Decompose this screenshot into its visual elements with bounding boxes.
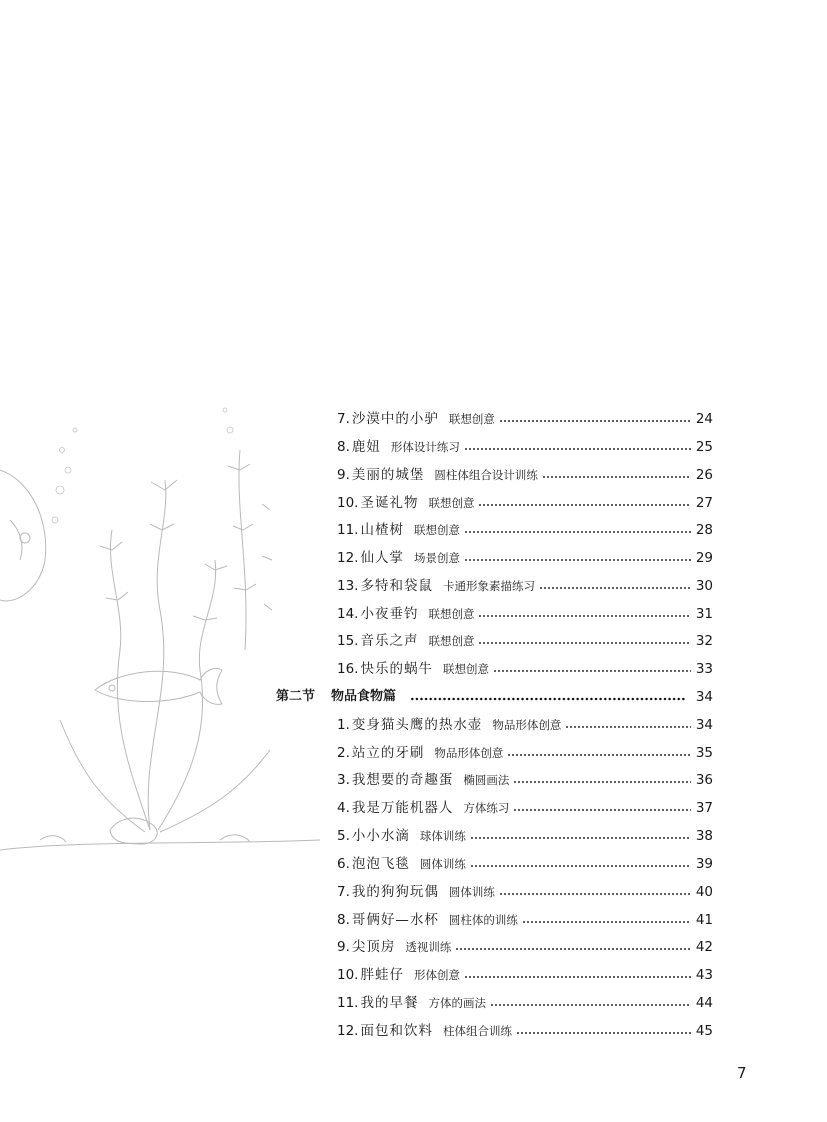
entry-number: 5. xyxy=(337,828,350,844)
entry-topic: 联想创意 xyxy=(442,662,489,676)
entry-number: 15. xyxy=(337,633,359,649)
entry-page: 41 xyxy=(695,912,713,928)
entry-title: 站立的牙刷 xyxy=(351,745,425,761)
entry-page: 27 xyxy=(695,495,713,511)
entry-number: 1. xyxy=(337,717,350,733)
dot-leader xyxy=(490,1002,691,1008)
toc-entry[interactable] xyxy=(337,743,713,763)
entry-title: 我的狗狗玩偶 xyxy=(351,884,439,900)
entry-title: 小小水滴 xyxy=(351,828,410,844)
entry-page: 45 xyxy=(695,1023,713,1039)
dot-leader xyxy=(542,474,691,480)
entry-number: 4. xyxy=(337,800,350,816)
entry-page: 40 xyxy=(695,884,713,900)
dot-leader xyxy=(464,529,691,535)
entry-number: 10. xyxy=(337,967,359,983)
entry-page: 37 xyxy=(695,800,713,816)
dot-leader xyxy=(410,696,685,702)
entry-number: 3. xyxy=(337,772,350,788)
entry-number: 10. xyxy=(337,495,359,511)
dot-leader xyxy=(513,807,691,813)
entry-title: 沙漠中的小驴 xyxy=(351,411,439,427)
toc-entry[interactable] xyxy=(337,798,713,818)
entry-number: 11. xyxy=(337,995,359,1011)
entry-title: 快乐的蜗牛 xyxy=(360,661,433,677)
toc-entry[interactable] xyxy=(337,1021,713,1041)
toc-entry[interactable] xyxy=(337,576,713,596)
dot-leader xyxy=(516,1030,691,1036)
entry-page: 39 xyxy=(695,856,713,872)
dot-leader xyxy=(464,974,691,980)
entry-page: 38 xyxy=(695,828,713,844)
toc-entry[interactable] xyxy=(337,631,713,651)
entry-title: 仙人掌 xyxy=(360,550,404,566)
dot-leader xyxy=(470,835,691,841)
toc-entry[interactable] xyxy=(337,993,713,1013)
entry-topic: 物品形体创意 xyxy=(434,746,504,760)
entry-title: 我是万能机器人 xyxy=(351,800,454,816)
entry-number: 7. xyxy=(337,884,350,900)
dot-leader xyxy=(513,779,691,785)
entry-page: 33 xyxy=(695,661,713,677)
dot-leader xyxy=(522,919,691,925)
entry-title: 哥俩好—水杯 xyxy=(351,912,439,928)
entry-page: 35 xyxy=(695,745,713,761)
entry-number: 7. xyxy=(337,411,350,427)
entry-title: 我的早餐 xyxy=(360,995,419,1011)
entry-topic: 方体的画法 xyxy=(428,996,486,1010)
entry-topic: 联想创意 xyxy=(413,523,460,537)
entry-topic: 形体设计练习 xyxy=(390,440,460,454)
entry-title: 圣诞礼物 xyxy=(360,495,419,511)
entry-number: 2. xyxy=(337,745,350,761)
entry-topic: 物品形体创意 xyxy=(492,718,562,732)
entry-number: 16. xyxy=(337,661,359,677)
entry-number: 8. xyxy=(337,439,350,455)
dot-leader xyxy=(464,446,691,452)
dot-leader xyxy=(478,613,691,619)
entry-number: 14. xyxy=(337,606,359,622)
toc-entry[interactable] xyxy=(337,965,713,985)
entry-topic: 透视训练 xyxy=(405,940,452,954)
entry-title: 尖顶房 xyxy=(351,939,396,955)
entry-topic: 卡通形象素描练习 xyxy=(442,579,535,593)
entry-page: 44 xyxy=(695,995,713,1011)
entry-page: 36 xyxy=(695,772,713,788)
entry-number: 12. xyxy=(337,1023,359,1039)
dot-leader xyxy=(478,502,691,508)
entry-topic: 形体创意 xyxy=(413,968,460,982)
section-title: 物品食物篇 xyxy=(331,689,397,704)
entry-number: 11. xyxy=(337,522,359,538)
entry-number: 12. xyxy=(337,550,359,566)
toc-entry[interactable] xyxy=(337,882,713,902)
toc-entry[interactable] xyxy=(337,520,713,540)
entry-topic: 柱体组合训练 xyxy=(442,1024,512,1038)
entry-title: 泡泡飞毯 xyxy=(351,856,410,872)
dot-leader xyxy=(539,585,691,591)
toc-entry[interactable] xyxy=(337,409,713,429)
entry-title: 山楂树 xyxy=(360,522,404,538)
dot-leader xyxy=(493,668,691,674)
entry-title: 小夜垂钓 xyxy=(360,606,419,622)
entry-topic: 方体练习 xyxy=(463,801,510,815)
entry-page: 42 xyxy=(695,939,713,955)
entry-page: 26 xyxy=(695,467,713,483)
entry-page: 24 xyxy=(695,411,713,427)
toc-entry[interactable] xyxy=(337,715,713,735)
dot-leader xyxy=(565,724,691,730)
entry-title: 音乐之声 xyxy=(360,633,419,649)
entry-topic: 球体训练 xyxy=(419,829,466,843)
entry-topic: 联想创意 xyxy=(428,634,475,648)
dot-leader xyxy=(507,752,691,758)
entry-title: 美丽的城堡 xyxy=(351,467,425,483)
entry-title: 胖蛙仔 xyxy=(360,967,404,983)
entry-topic: 椭圆画法 xyxy=(463,773,510,787)
entry-page: 28 xyxy=(695,522,713,538)
entry-title: 鹿妞 xyxy=(351,439,381,455)
toc-entry[interactable] xyxy=(337,770,713,790)
toc-entry[interactable] xyxy=(337,604,713,624)
entry-topic: 联想创意 xyxy=(428,607,475,621)
section-label: 第二节 xyxy=(276,689,316,704)
dot-leader xyxy=(499,418,691,424)
entry-page: 29 xyxy=(695,550,713,566)
entry-number: 9. xyxy=(337,467,350,483)
toc-entry[interactable] xyxy=(337,910,713,930)
dot-leader xyxy=(478,640,691,646)
entry-number: 8. xyxy=(337,912,350,928)
toc-entry[interactable] xyxy=(337,854,713,874)
section-page: 34 xyxy=(695,689,713,705)
toc-entry[interactable] xyxy=(337,826,713,846)
entry-number: 6. xyxy=(337,856,350,872)
entry-page: 30 xyxy=(695,578,713,594)
toc-entry[interactable] xyxy=(337,465,713,485)
section-heading[interactable] xyxy=(276,687,713,707)
entry-topic: 圆体训练 xyxy=(448,885,495,899)
entry-page: 43 xyxy=(695,967,713,983)
entry-page: 25 xyxy=(695,439,713,455)
entry-number: 13. xyxy=(337,578,359,594)
entry-number: 9. xyxy=(337,939,350,955)
entry-topic: 联想创意 xyxy=(448,412,495,426)
entry-topic: 圆柱体的训练 xyxy=(448,913,518,927)
entry-page: 32 xyxy=(695,633,713,649)
entry-title: 我想要的奇趣蛋 xyxy=(351,772,454,788)
entry-title: 变身猫头鹰的热水壶 xyxy=(351,717,483,733)
toc-entry[interactable] xyxy=(337,493,713,513)
toc-entry[interactable] xyxy=(337,548,713,568)
dot-leader xyxy=(499,891,691,897)
dot-leader xyxy=(470,863,691,869)
entry-topic: 圆体训练 xyxy=(419,857,466,871)
dot-leader xyxy=(455,946,691,952)
entry-topic: 联想创意 xyxy=(428,496,475,510)
entry-title: 多特和袋鼠 xyxy=(360,578,433,594)
entry-topic: 圆柱体组合设计训练 xyxy=(434,468,538,482)
entry-topic: 场景创意 xyxy=(413,551,460,565)
toc-entry[interactable] xyxy=(337,659,713,679)
entry-page: 34 xyxy=(695,717,713,733)
aquarium-sketch-illustration xyxy=(0,370,320,890)
page-number: 7 xyxy=(737,1064,747,1082)
entry-page: 31 xyxy=(695,606,713,622)
toc-entry[interactable] xyxy=(337,937,713,957)
toc-entry[interactable] xyxy=(337,437,713,457)
dot-leader xyxy=(464,557,691,563)
entry-title: 面包和饮料 xyxy=(360,1023,433,1039)
